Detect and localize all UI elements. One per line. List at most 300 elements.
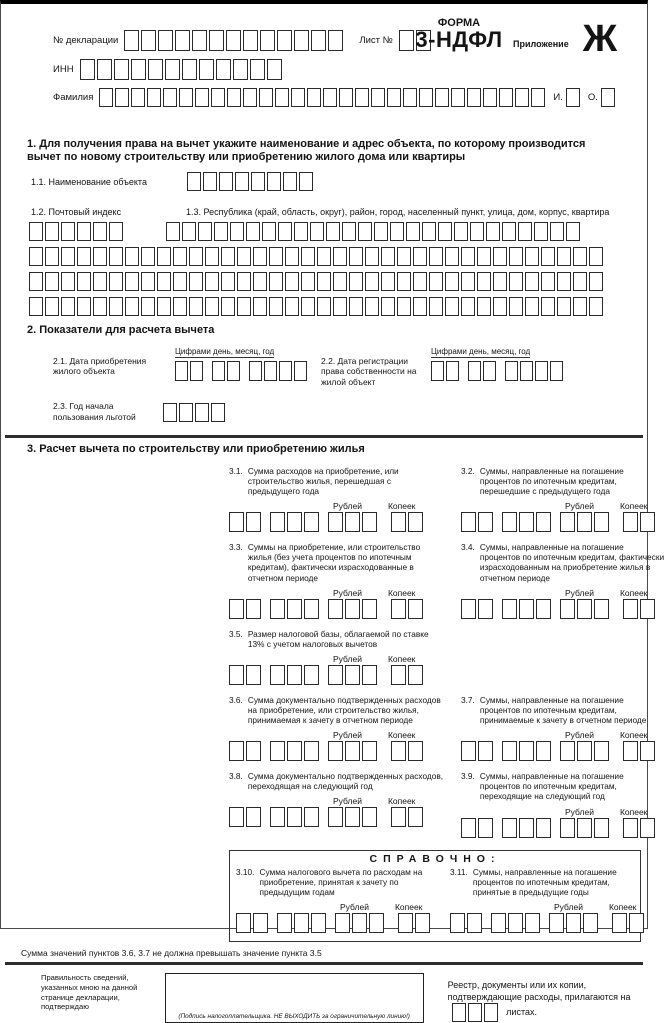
input-cell[interactable] (304, 807, 319, 827)
input-cell[interactable] (61, 297, 75, 316)
input-cell[interactable] (478, 741, 493, 761)
input-cell[interactable] (124, 30, 139, 51)
input-cell[interactable] (77, 222, 91, 241)
input-cell[interactable] (310, 222, 324, 241)
input-cell[interactable] (199, 59, 214, 80)
input-cell[interactable] (381, 272, 395, 291)
input-cell[interactable] (365, 272, 379, 291)
input-cell[interactable] (391, 665, 406, 685)
input-cell[interactable] (478, 599, 493, 619)
input-cell[interactable] (534, 222, 548, 241)
input-cell[interactable] (429, 247, 443, 266)
input-cell[interactable] (192, 30, 207, 51)
input-cell[interactable] (229, 599, 244, 619)
input-cell[interactable] (93, 297, 107, 316)
input-cell[interactable] (519, 599, 534, 619)
input-cell[interactable] (623, 599, 638, 619)
input-cell[interactable] (509, 272, 523, 291)
input-cell[interactable] (230, 222, 244, 241)
input-cell[interactable] (450, 913, 465, 933)
input-cell[interactable] (461, 599, 476, 619)
input-cell[interactable] (45, 222, 59, 241)
input-cell[interactable] (461, 512, 476, 532)
input-cell[interactable] (311, 30, 326, 51)
input-cell[interactable] (358, 222, 372, 241)
input-cell[interactable] (445, 297, 459, 316)
input-cell[interactable] (328, 30, 343, 51)
input-cell[interactable] (269, 247, 283, 266)
input-cell[interactable] (205, 247, 219, 266)
input-cell[interactable] (640, 818, 655, 838)
input-cell[interactable] (148, 59, 163, 80)
input-cell[interactable] (246, 741, 261, 761)
input-cell[interactable] (435, 88, 449, 107)
input-cell[interactable] (277, 913, 292, 933)
input-cell[interactable] (246, 665, 261, 685)
input-cell[interactable] (451, 88, 465, 107)
input-cell[interactable] (483, 361, 496, 381)
input-cell[interactable] (333, 297, 347, 316)
input-cell[interactable] (283, 172, 297, 191)
input-cell[interactable] (115, 88, 129, 107)
input-cell[interactable] (583, 913, 598, 933)
input-cell[interactable] (131, 88, 145, 107)
input-cell[interactable] (233, 59, 248, 80)
input-cell[interactable] (339, 88, 353, 107)
input-cell[interactable] (287, 665, 302, 685)
input-cell[interactable] (211, 403, 225, 422)
input-cell[interactable] (270, 665, 285, 685)
input-cell[interactable] (77, 247, 91, 266)
input-cell[interactable] (253, 913, 268, 933)
input-cell[interactable] (550, 222, 564, 241)
input-cell[interactable] (226, 30, 241, 51)
input-cell[interactable] (381, 297, 395, 316)
input-cell[interactable] (301, 272, 315, 291)
input-cell[interactable] (601, 88, 615, 107)
input-cell[interactable] (269, 297, 283, 316)
input-cell[interactable] (560, 599, 575, 619)
input-cell[interactable] (157, 297, 171, 316)
input-cell[interactable] (253, 272, 267, 291)
input-cell[interactable] (175, 30, 190, 51)
input-cell[interactable] (246, 599, 261, 619)
input-cell[interactable] (438, 222, 452, 241)
input-cell[interactable] (362, 807, 377, 827)
input-cell[interactable] (493, 272, 507, 291)
input-cell[interactable] (577, 741, 592, 761)
input-cell[interactable] (61, 247, 75, 266)
input-cell[interactable] (345, 665, 360, 685)
input-cell[interactable] (328, 741, 343, 761)
input-cell[interactable] (640, 512, 655, 532)
input-cell[interactable] (45, 297, 59, 316)
input-cell[interactable] (216, 59, 231, 80)
input-cell[interactable] (304, 599, 319, 619)
input-cell[interactable] (270, 512, 285, 532)
input-cell[interactable] (285, 247, 299, 266)
input-cell[interactable] (566, 222, 580, 241)
input-cell[interactable] (342, 222, 356, 241)
input-cell[interactable] (294, 913, 309, 933)
input-cell[interactable] (99, 88, 113, 107)
input-cell[interactable] (237, 272, 251, 291)
input-cell[interactable] (536, 818, 551, 838)
input-cell[interactable] (229, 665, 244, 685)
input-cell[interactable] (502, 512, 517, 532)
input-cell[interactable] (403, 88, 417, 107)
input-cell[interactable] (227, 88, 241, 107)
input-cell[interactable] (477, 272, 491, 291)
input-cell[interactable] (461, 741, 476, 761)
input-cell[interactable] (328, 512, 343, 532)
input-cell[interactable] (589, 247, 603, 266)
input-cell[interactable] (413, 272, 427, 291)
input-cell[interactable] (205, 272, 219, 291)
input-cell[interactable] (398, 913, 413, 933)
input-cell[interactable] (294, 222, 308, 241)
input-cell[interactable] (307, 88, 321, 107)
input-cell[interactable] (173, 247, 187, 266)
input-cell[interactable] (535, 361, 548, 381)
input-cell[interactable] (29, 272, 43, 291)
input-cell[interactable] (267, 172, 281, 191)
input-cell[interactable] (391, 599, 406, 619)
input-cell[interactable] (461, 272, 475, 291)
input-cell[interactable] (345, 741, 360, 761)
input-cell[interactable] (445, 247, 459, 266)
input-cell[interactable] (390, 222, 404, 241)
input-cell[interactable] (408, 665, 423, 685)
input-cell[interactable] (391, 741, 406, 761)
input-cell[interactable] (362, 512, 377, 532)
input-cell[interactable] (221, 297, 235, 316)
input-cell[interactable] (365, 297, 379, 316)
input-cell[interactable] (541, 297, 555, 316)
input-cell[interactable] (461, 247, 475, 266)
input-cell[interactable] (287, 512, 302, 532)
input-cell[interactable] (109, 222, 123, 241)
input-cell[interactable] (468, 361, 481, 381)
input-cell[interactable] (589, 297, 603, 316)
input-cell[interactable] (304, 665, 319, 685)
input-cell[interactable] (531, 88, 545, 107)
input-cell[interactable] (328, 599, 343, 619)
input-cell[interactable] (594, 741, 609, 761)
input-cell[interactable] (413, 247, 427, 266)
input-cell[interactable] (557, 272, 571, 291)
input-cell[interactable] (541, 272, 555, 291)
input-cell[interactable] (166, 222, 180, 241)
input-cell[interactable] (277, 30, 292, 51)
input-cell[interactable] (493, 297, 507, 316)
input-cell[interactable] (355, 88, 369, 107)
input-cell[interactable] (243, 88, 257, 107)
input-cell[interactable] (557, 247, 571, 266)
input-cell[interactable] (594, 818, 609, 838)
input-cell[interactable] (573, 297, 587, 316)
input-cell[interactable] (577, 512, 592, 532)
input-cell[interactable] (431, 361, 444, 381)
signature-box[interactable] (165, 973, 424, 1023)
input-cell[interactable] (227, 361, 240, 381)
input-cell[interactable] (301, 297, 315, 316)
input-cell[interactable] (29, 222, 43, 241)
input-cell[interactable] (125, 247, 139, 266)
input-cell[interactable] (577, 599, 592, 619)
input-cell[interactable] (445, 272, 459, 291)
input-cell[interactable] (429, 297, 443, 316)
input-cell[interactable] (335, 913, 350, 933)
input-cell[interactable] (125, 297, 139, 316)
input-cell[interactable] (387, 88, 401, 107)
input-cell[interactable] (141, 30, 156, 51)
input-cell[interactable] (229, 807, 244, 827)
input-cell[interactable] (541, 247, 555, 266)
input-cell[interactable] (294, 30, 309, 51)
input-cell[interactable] (299, 172, 313, 191)
input-cell[interactable] (205, 297, 219, 316)
input-cell[interactable] (93, 272, 107, 291)
input-cell[interactable] (311, 913, 326, 933)
input-cell[interactable] (408, 599, 423, 619)
input-cell[interactable] (629, 913, 644, 933)
input-cell[interactable] (301, 247, 315, 266)
input-cell[interactable] (486, 222, 500, 241)
input-cell[interactable] (408, 807, 423, 827)
input-cell[interactable] (304, 512, 319, 532)
input-cell[interactable] (525, 247, 539, 266)
input-cell[interactable] (415, 913, 430, 933)
input-cell[interactable] (509, 247, 523, 266)
input-cell[interactable] (163, 403, 177, 422)
input-cell[interactable] (182, 222, 196, 241)
input-cell[interactable] (491, 913, 506, 933)
input-cell[interactable] (550, 361, 563, 381)
input-cell[interactable] (179, 88, 193, 107)
input-cell[interactable] (259, 88, 273, 107)
input-cell[interactable] (214, 222, 228, 241)
input-cell[interactable] (446, 361, 459, 381)
input-cell[interactable] (97, 59, 112, 80)
input-cell[interactable] (158, 30, 173, 51)
input-cell[interactable] (483, 88, 497, 107)
input-cell[interactable] (211, 88, 225, 107)
input-cell[interactable] (362, 599, 377, 619)
input-cell[interactable] (345, 807, 360, 827)
input-cell[interactable] (391, 512, 406, 532)
input-cell[interactable] (251, 172, 265, 191)
input-cell[interactable] (413, 297, 427, 316)
input-cell[interactable] (291, 88, 305, 107)
input-cell[interactable] (262, 222, 276, 241)
input-cell[interactable] (190, 361, 203, 381)
input-cell[interactable] (352, 913, 367, 933)
input-cell[interactable] (345, 599, 360, 619)
input-cell[interactable] (189, 247, 203, 266)
input-cell[interactable] (125, 272, 139, 291)
input-cell[interactable] (221, 272, 235, 291)
input-cell[interactable] (525, 297, 539, 316)
input-cell[interactable] (229, 512, 244, 532)
input-cell[interactable] (279, 361, 292, 381)
input-cell[interactable] (640, 741, 655, 761)
input-cell[interactable] (260, 30, 275, 51)
input-cell[interactable] (577, 818, 592, 838)
input-cell[interactable] (243, 30, 258, 51)
input-cell[interactable] (369, 913, 384, 933)
input-cell[interactable] (246, 512, 261, 532)
input-cell[interactable] (323, 88, 337, 107)
input-cell[interactable] (381, 247, 395, 266)
input-cell[interactable] (594, 599, 609, 619)
input-cell[interactable] (246, 222, 260, 241)
input-cell[interactable] (147, 88, 161, 107)
input-cell[interactable] (287, 807, 302, 827)
input-cell[interactable] (461, 818, 476, 838)
input-cell[interactable] (157, 272, 171, 291)
input-cell[interactable] (253, 297, 267, 316)
input-cell[interactable] (203, 172, 217, 191)
input-cell[interactable] (362, 665, 377, 685)
input-cell[interactable] (397, 297, 411, 316)
input-cell[interactable] (536, 741, 551, 761)
input-cell[interactable] (237, 247, 251, 266)
input-cell[interactable] (29, 247, 43, 266)
input-cell[interactable] (408, 512, 423, 532)
input-cell[interactable] (182, 59, 197, 80)
input-cell[interactable] (195, 403, 209, 422)
input-cell[interactable] (270, 599, 285, 619)
input-cell[interactable] (45, 272, 59, 291)
input-cell[interactable] (93, 247, 107, 266)
input-cell[interactable] (141, 272, 155, 291)
input-cell[interactable] (287, 741, 302, 761)
input-cell[interactable] (566, 88, 580, 107)
input-cell[interactable] (422, 222, 436, 241)
input-cell[interactable] (519, 818, 534, 838)
input-cell[interactable] (287, 599, 302, 619)
input-cell[interactable] (345, 512, 360, 532)
input-cell[interactable] (246, 807, 261, 827)
input-cell[interactable] (173, 272, 187, 291)
input-cell[interactable] (209, 30, 224, 51)
input-cell[interactable] (236, 913, 251, 933)
input-cell[interactable] (452, 1003, 466, 1022)
input-cell[interactable] (429, 272, 443, 291)
input-cell[interactable] (573, 272, 587, 291)
input-cell[interactable] (275, 88, 289, 107)
input-cell[interactable] (45, 247, 59, 266)
input-cell[interactable] (519, 741, 534, 761)
input-cell[interactable] (508, 913, 523, 933)
input-cell[interactable] (165, 59, 180, 80)
input-cell[interactable] (163, 88, 177, 107)
input-cell[interactable] (304, 741, 319, 761)
input-cell[interactable] (349, 272, 363, 291)
input-cell[interactable] (61, 222, 75, 241)
input-cell[interactable] (536, 512, 551, 532)
input-cell[interactable] (187, 172, 201, 191)
input-cell[interactable] (61, 272, 75, 291)
input-cell[interactable] (175, 361, 188, 381)
input-cell[interactable] (525, 913, 540, 933)
input-cell[interactable] (253, 247, 267, 266)
input-cell[interactable] (566, 913, 581, 933)
input-cell[interactable] (264, 361, 277, 381)
input-cell[interactable] (269, 272, 283, 291)
input-cell[interactable] (640, 599, 655, 619)
input-cell[interactable] (77, 297, 91, 316)
input-cell[interactable] (114, 59, 129, 80)
input-cell[interactable] (467, 913, 482, 933)
input-cell[interactable] (229, 741, 244, 761)
input-cell[interactable] (397, 272, 411, 291)
input-cell[interactable] (467, 88, 481, 107)
input-cell[interactable] (317, 297, 331, 316)
input-cell[interactable] (477, 297, 491, 316)
input-cell[interactable] (594, 512, 609, 532)
input-cell[interactable] (285, 297, 299, 316)
input-cell[interactable] (270, 807, 285, 827)
input-cell[interactable] (518, 222, 532, 241)
input-cell[interactable] (560, 512, 575, 532)
input-cell[interactable] (612, 913, 627, 933)
input-cell[interactable] (328, 665, 343, 685)
input-cell[interactable] (285, 272, 299, 291)
input-cell[interactable] (328, 807, 343, 827)
input-cell[interactable] (623, 512, 638, 532)
input-cell[interactable] (189, 297, 203, 316)
input-cell[interactable] (397, 247, 411, 266)
input-cell[interactable] (29, 297, 43, 316)
input-cell[interactable] (278, 222, 292, 241)
input-cell[interactable] (468, 1003, 482, 1022)
input-cell[interactable] (270, 741, 285, 761)
input-cell[interactable] (219, 172, 233, 191)
input-cell[interactable] (502, 818, 517, 838)
input-cell[interactable] (80, 59, 95, 80)
input-cell[interactable] (189, 272, 203, 291)
input-cell[interactable] (267, 59, 282, 80)
input-cell[interactable] (560, 818, 575, 838)
input-cell[interactable] (371, 88, 385, 107)
input-cell[interactable] (317, 272, 331, 291)
input-cell[interactable] (391, 807, 406, 827)
input-cell[interactable] (478, 818, 493, 838)
input-cell[interactable] (221, 247, 235, 266)
input-cell[interactable] (365, 247, 379, 266)
input-cell[interactable] (573, 247, 587, 266)
input-cell[interactable] (623, 741, 638, 761)
input-cell[interactable] (212, 361, 225, 381)
input-cell[interactable] (333, 247, 347, 266)
input-cell[interactable] (109, 247, 123, 266)
input-cell[interactable] (326, 222, 340, 241)
input-cell[interactable] (519, 512, 534, 532)
input-cell[interactable] (131, 59, 146, 80)
input-cell[interactable] (557, 297, 571, 316)
input-cell[interactable] (349, 247, 363, 266)
input-cell[interactable] (141, 297, 155, 316)
input-cell[interactable] (157, 247, 171, 266)
input-cell[interactable] (408, 741, 423, 761)
input-cell[interactable] (362, 741, 377, 761)
input-cell[interactable] (515, 88, 529, 107)
input-cell[interactable] (478, 512, 493, 532)
input-cell[interactable] (525, 272, 539, 291)
input-cell[interactable] (93, 222, 107, 241)
